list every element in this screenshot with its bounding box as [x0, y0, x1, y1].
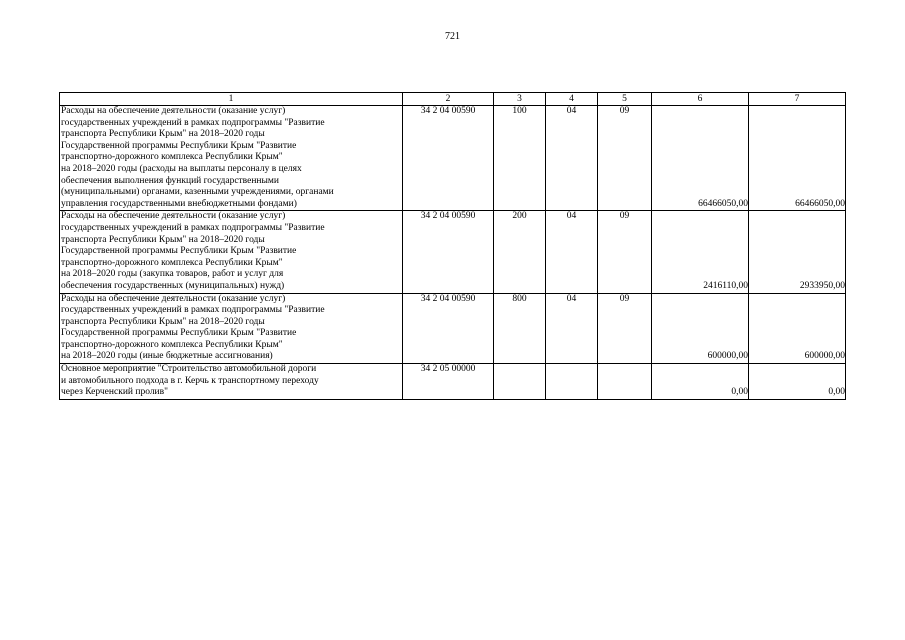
description-line: транспорта Республики Крым" на 2018–2020 годы — [61, 234, 265, 245]
expense-type-cell — [494, 364, 546, 400]
description-line: на 2018–2020 годы (иные бюджетные ассигнования) — [61, 351, 273, 362]
row-description — [60, 211, 403, 293]
description-line: обеспечения государственных (муниципальных) нужд) — [61, 280, 285, 291]
description-line: Основное мероприятие "Строительство автомобильной дороги — [61, 364, 317, 375]
description-line: Расходы на обеспечение деятельности (оказание услуг) — [61, 293, 286, 304]
table-row — [60, 293, 846, 364]
description-line: управления государственными внебюджетными фондами) — [61, 198, 297, 209]
description-line: транспорта Республики Крым" на 2018–2020 годы — [61, 316, 265, 327]
column-header: 7 — [749, 93, 846, 106]
section-cell: 04 — [546, 293, 598, 364]
subsection-cell: 09 — [598, 293, 652, 364]
subsection-cell: 09 — [598, 106, 652, 211]
description-line: Государственной программы Республики Крым "Развитие — [61, 328, 297, 339]
description-line: Расходы на обеспечение деятельности (оказание услуг) — [61, 106, 286, 116]
row-description — [60, 364, 403, 400]
amount-col6-cell: 66466050,00 — [652, 106, 749, 211]
amount-col6-cell: 600000,00 — [652, 293, 749, 364]
row-description — [60, 293, 403, 364]
description-line: обеспечения выполнения функций государственными — [61, 175, 279, 186]
column-header: 1 — [60, 93, 403, 106]
column-header: 6 — [652, 93, 749, 106]
description-line: Государственной программы Республики Крым "Развитие — [61, 246, 297, 257]
description-line: через Керченский пролив" — [61, 387, 169, 398]
description-line: транспортно-дорожного комплекса Республики Крым" — [61, 257, 283, 268]
table-header-row — [60, 93, 846, 106]
amount-col7-cell: 600000,00 — [749, 293, 846, 364]
amount-col7-cell: 2933950,00 — [749, 211, 846, 293]
description-line: государственных учреждений в рамках подпрограммы "Развитие — [61, 222, 325, 233]
section-cell: 04 — [546, 211, 598, 293]
description-line: транспортно-дорожного комплекса Республики Крым" — [61, 339, 283, 350]
section-cell: 04 — [546, 106, 598, 211]
row-description — [60, 106, 403, 211]
description-line: Расходы на обеспечение деятельности (оказание услуг) — [61, 211, 286, 222]
description-line: государственных учреждений в рамках подпрограммы "Развитие — [61, 305, 325, 316]
target-code-cell: 34 2 05 00000 — [403, 364, 494, 400]
description-line: (муниципальными) органами, казенными учреждениями, органами — [61, 187, 334, 198]
amount-col6-cell: 0,00 — [652, 364, 749, 400]
description-line: Государственной программы Республики Крым "Развитие — [61, 140, 297, 151]
description-line: на 2018–2020 годы (закупка товаров, работ и услуг для — [61, 269, 284, 280]
subsection-cell: 09 — [598, 211, 652, 293]
description-line: и автомобильного подхода в г. Керчь к транспортному переходу — [61, 375, 319, 386]
column-header: 2 — [403, 93, 494, 106]
expense-type-cell: 800 — [494, 293, 546, 364]
description-line: государственных учреждений в рамках подпрограммы "Развитие — [61, 117, 325, 128]
expense-type-cell: 100 — [494, 106, 546, 211]
expense-type-cell: 200 — [494, 211, 546, 293]
description-line: транспортно-дорожного комплекса Республики Крым" — [61, 152, 283, 163]
amount-col7-cell: 0,00 — [749, 364, 846, 400]
column-header: 4 — [546, 93, 598, 106]
description-line: транспорта Республики Крым" на 2018–2020 годы — [61, 129, 265, 140]
table-row — [60, 211, 846, 293]
description-line: на 2018–2020 годы (расходы на выплаты персоналу в целях — [61, 163, 302, 174]
target-code-cell: 34 2 04 00590 — [403, 293, 494, 364]
amount-col6-cell: 2416110,00 — [652, 211, 749, 293]
table-row — [60, 364, 846, 400]
column-header: 3 — [494, 93, 546, 106]
subsection-cell — [598, 364, 652, 400]
target-code-cell: 34 2 04 00590 — [403, 106, 494, 211]
amount-col7-cell: 66466050,00 — [749, 106, 846, 211]
table-row — [60, 106, 846, 211]
page-number: 721 — [445, 31, 460, 42]
target-code-cell: 34 2 04 00590 — [403, 211, 494, 293]
column-header: 5 — [598, 93, 652, 106]
budget-table — [59, 92, 846, 400]
section-cell — [546, 364, 598, 400]
